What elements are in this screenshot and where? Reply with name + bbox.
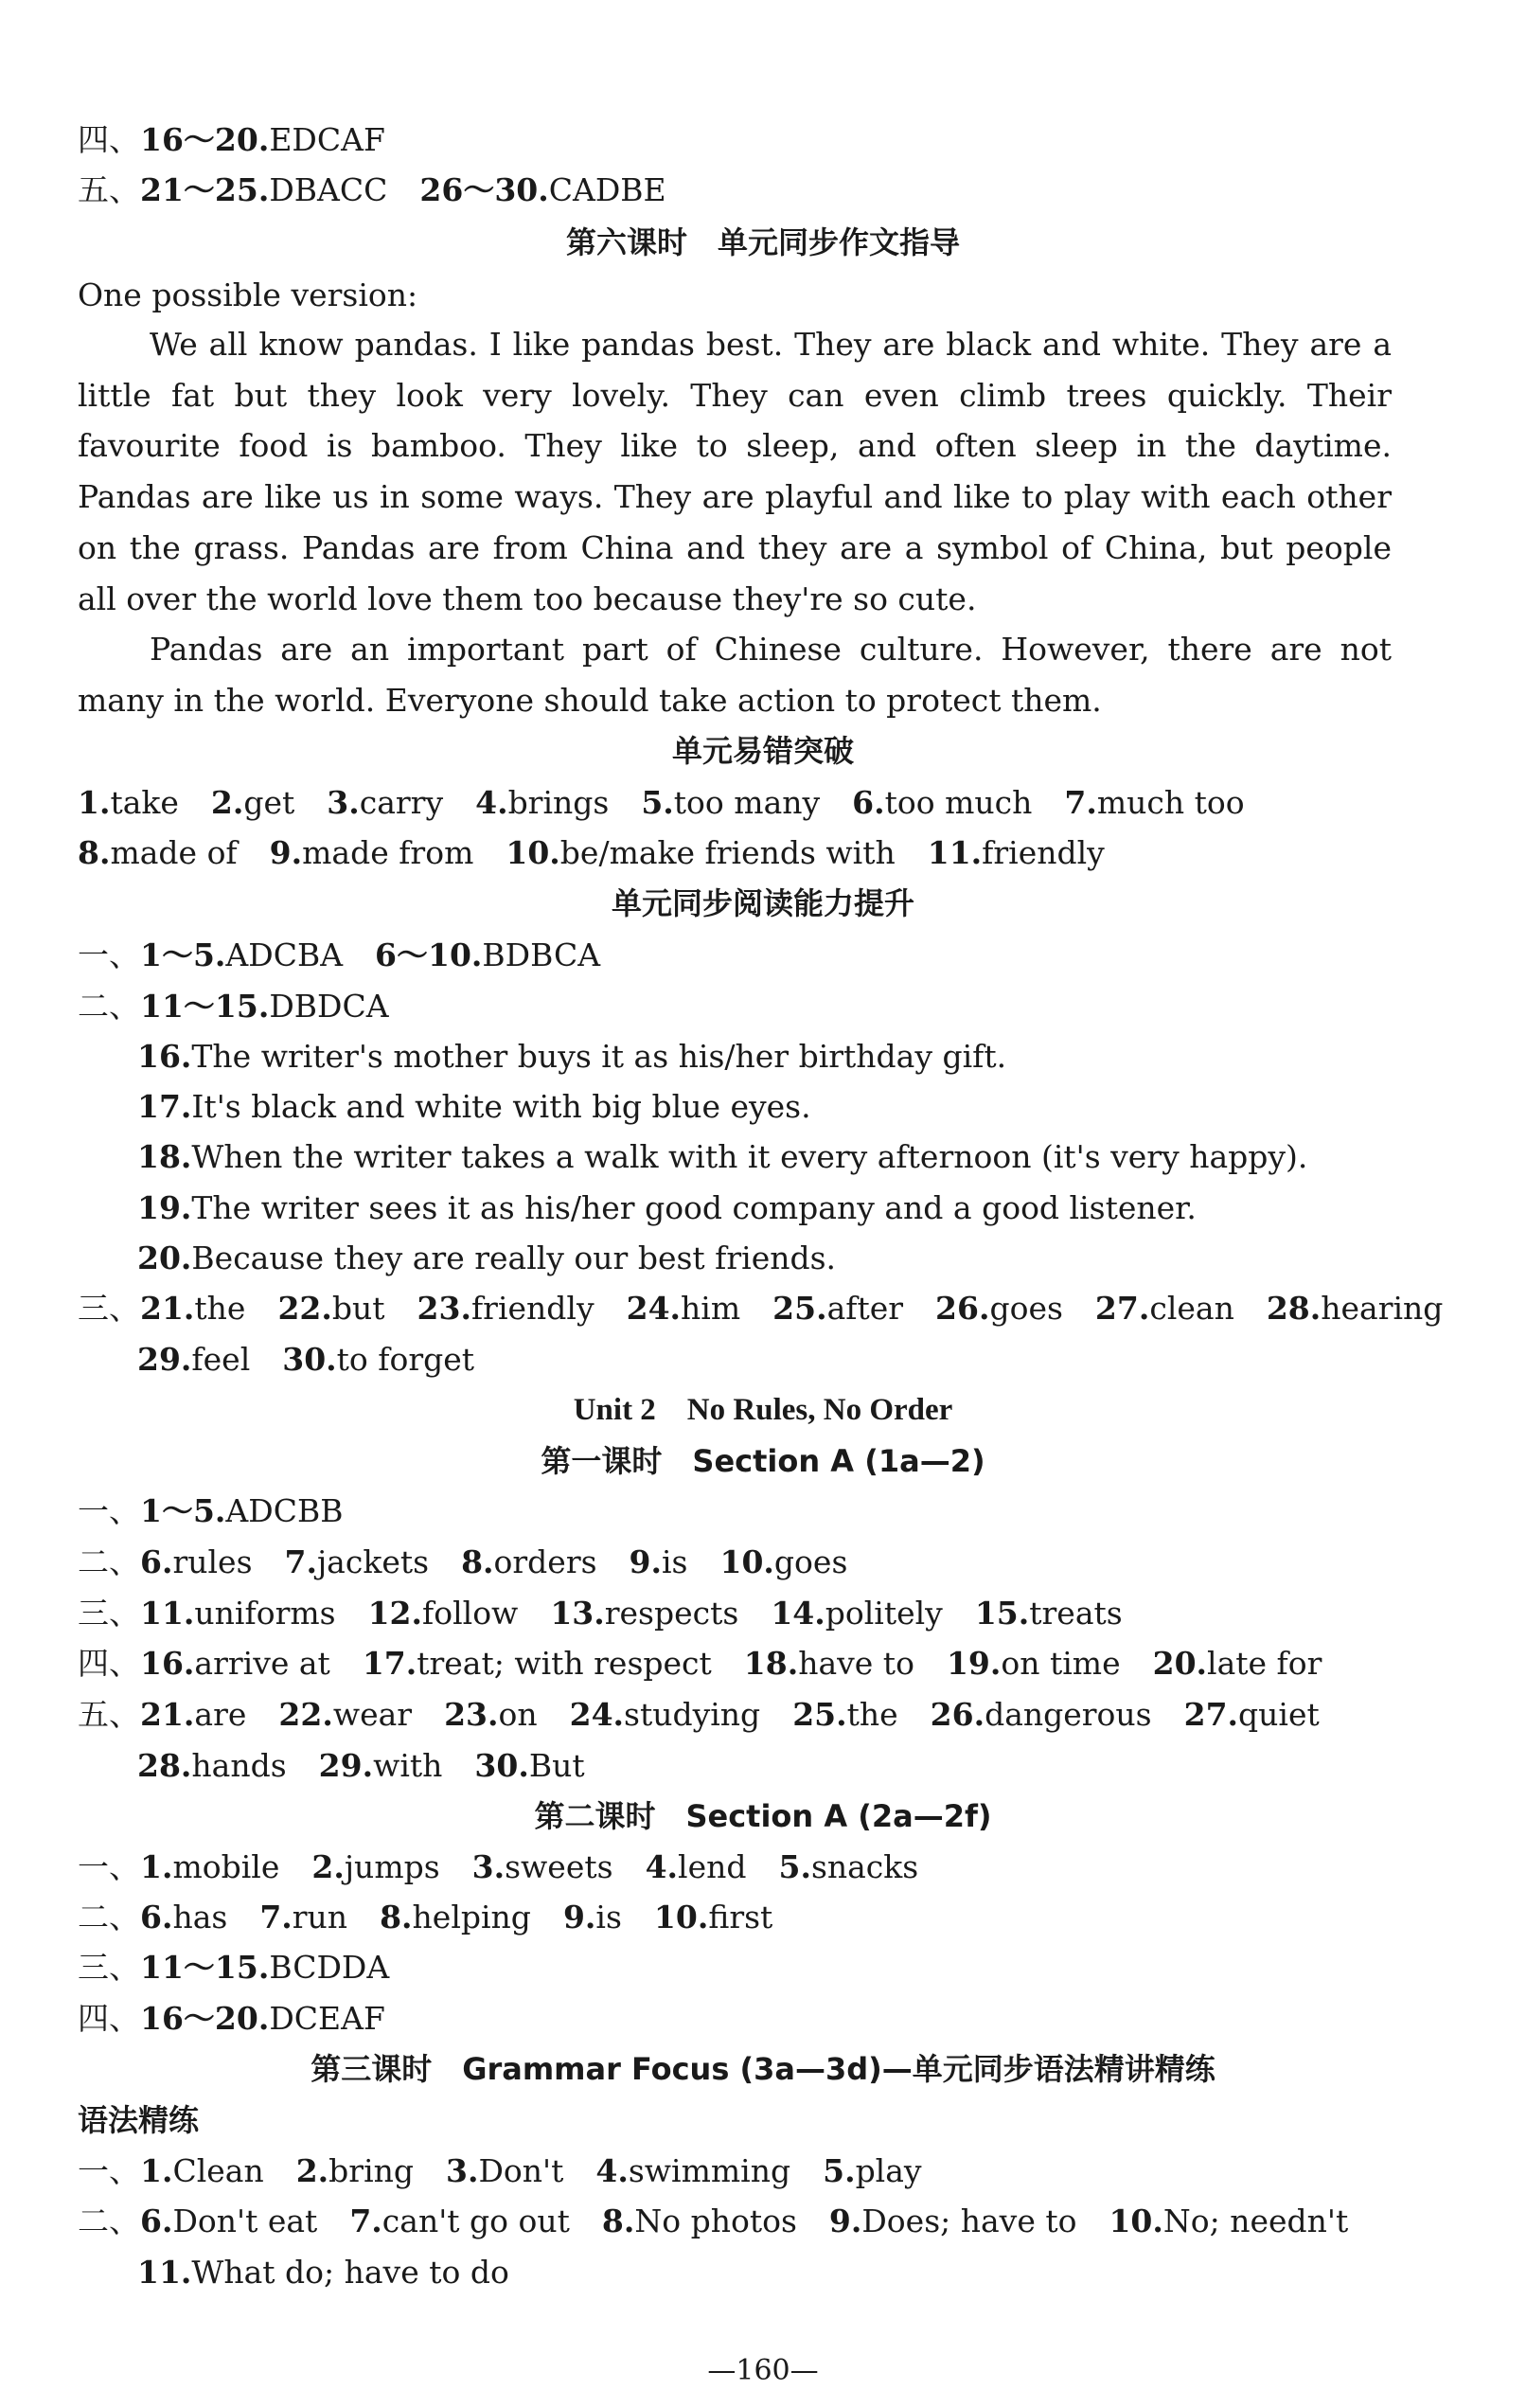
answer-line xyxy=(137,1741,1460,1793)
question-number: 20. xyxy=(1152,1645,1208,1682)
answer-item xyxy=(778,1848,918,1885)
question-number: 27. xyxy=(1183,1696,1239,1733)
answer-item xyxy=(140,1696,246,1733)
answer-text: uniforms xyxy=(194,1595,336,1632)
answer-item xyxy=(975,1595,1123,1632)
question-number: 16～20. xyxy=(140,121,270,158)
question-number: 16. xyxy=(137,1038,192,1075)
answer-item xyxy=(446,2152,563,2189)
question-number: 1. xyxy=(78,784,111,821)
page-number: —160— xyxy=(707,2354,819,2387)
question-number: 11. xyxy=(137,2254,192,2291)
answer-item xyxy=(349,2203,570,2239)
answer-text: has xyxy=(172,1899,228,1935)
lesson-title: 第一课时 Section A (1a—2) xyxy=(541,1443,985,1479)
question-number: 29. xyxy=(318,1747,374,1784)
answer-item xyxy=(137,1088,811,1125)
answer-item xyxy=(270,834,474,871)
answer-item xyxy=(277,1290,384,1327)
answer-item xyxy=(627,1290,741,1327)
answer-item xyxy=(140,1949,389,1986)
answer-text: studying xyxy=(624,1696,761,1733)
question-number: 3. xyxy=(446,2152,479,2189)
answer-text: lend xyxy=(678,1848,747,1885)
question-number: 18. xyxy=(743,1645,799,1682)
question-number: 13. xyxy=(550,1595,605,1632)
grammar-subheading: 语法精练 xyxy=(78,2102,200,2138)
answer-item xyxy=(140,2152,264,2189)
answer-item xyxy=(829,2203,1077,2239)
question-number: 23. xyxy=(444,1696,499,1733)
question-number: 2. xyxy=(311,1848,345,1885)
answer-item xyxy=(78,784,179,821)
essay-paragraph: We all know pandas. I like pandas best. They are black and white. They are a little fat but they look very lovely. They can even climb trees quickly. Their favourite food is bamboo. They like to sleep, and often sleep in the daytime. Pandas are like us in some ways. They are playful and like to play with each other on the grass. Pandas are from China and they are a symbol of China, but people all over the world love them too because they're so cute. xyxy=(78,326,1392,617)
essay-paragraph: Pandas are an important part of Chinese culture. However, there are not many in the world. Everyone should take action to protect them. xyxy=(78,631,1392,719)
answer-text: DBACC xyxy=(269,171,388,208)
answer-text: EDCAF xyxy=(269,121,385,158)
answer-item xyxy=(211,784,294,821)
unit-title: Unit 2 No Rules, No Order xyxy=(573,1393,953,1427)
answer-item xyxy=(1095,1290,1234,1327)
section-label: 二、 xyxy=(78,1899,140,1935)
question-number: 5. xyxy=(823,2152,856,2189)
answer-item xyxy=(630,1543,688,1580)
answer-item xyxy=(771,1595,943,1632)
question-number: 7. xyxy=(349,2203,382,2239)
answer-line xyxy=(78,1284,1460,1335)
answer-item xyxy=(140,1645,330,1682)
section-label: 一、 xyxy=(78,1848,140,1885)
answer-text: on time xyxy=(1001,1645,1121,1682)
answer-item xyxy=(137,1038,1006,1075)
answer-line xyxy=(78,1538,1460,1589)
answer-item xyxy=(444,1696,538,1733)
question-number: 5. xyxy=(778,1848,811,1885)
section-label: 四、 xyxy=(78,1645,140,1682)
answer-item xyxy=(140,1492,343,1529)
answer-text: run xyxy=(292,1899,348,1935)
answer-line xyxy=(78,2197,1460,2248)
answer-text: orders xyxy=(493,1543,597,1580)
answer-text: respects xyxy=(604,1595,739,1632)
question-number: 7. xyxy=(1064,784,1097,821)
answer-text: too many xyxy=(673,784,821,821)
answer-line xyxy=(78,2147,1460,2198)
question-number: 6. xyxy=(852,784,885,821)
section-label: 二、 xyxy=(78,1543,140,1580)
answer-text: goes xyxy=(989,1290,1063,1327)
answer-text: bring xyxy=(328,2152,415,2189)
lesson-title: 第二课时 Section A (2a—2f) xyxy=(534,1798,992,1834)
answer-line xyxy=(137,1133,1460,1184)
answer-text: ADCBA xyxy=(225,936,344,973)
answer-text: The writer's mother buys it as his/her birthday gift. xyxy=(191,1038,1007,1075)
answer-item xyxy=(823,2152,921,2189)
answer-text: BDBCA xyxy=(482,936,601,973)
section-heading: 单元易错突破 xyxy=(671,733,854,769)
answer-text: hands xyxy=(191,1747,287,1784)
answer-line xyxy=(137,2248,1460,2299)
answer-item xyxy=(140,1290,245,1327)
answer-text: arrive at xyxy=(194,1645,330,1682)
question-number: 28. xyxy=(1266,1290,1322,1327)
answer-line xyxy=(78,1690,1460,1741)
question-number: 21. xyxy=(140,1290,195,1327)
question-number: 10. xyxy=(506,834,560,871)
question-number: 25. xyxy=(792,1696,847,1733)
question-number: 15. xyxy=(974,1595,1030,1632)
answer-text: goes xyxy=(773,1543,848,1580)
question-number: 27. xyxy=(1094,1290,1150,1327)
question-number: 1. xyxy=(140,2152,173,2189)
answer-item xyxy=(947,1645,1121,1682)
answer-line xyxy=(137,1082,1460,1133)
answer-line xyxy=(137,1335,1460,1386)
answer-text: him xyxy=(681,1290,741,1327)
answer-text: first xyxy=(708,1899,773,1935)
answer-item xyxy=(744,1645,914,1682)
answer-text: be/make friends with xyxy=(559,834,896,871)
answer-item xyxy=(792,1696,897,1733)
answer-text: rules xyxy=(172,1543,253,1580)
answer-item xyxy=(931,1696,1152,1733)
answer-item xyxy=(563,1899,622,1935)
answer-line xyxy=(78,1943,1460,1994)
answer-text: is xyxy=(595,1899,622,1935)
answer-item xyxy=(319,1747,443,1784)
answer-line xyxy=(78,1589,1460,1640)
answer-text: made from xyxy=(302,834,474,871)
question-number: 21. xyxy=(140,1696,195,1733)
answer-text: friendly xyxy=(470,1290,594,1327)
question-number: 9. xyxy=(269,834,303,871)
answer-line xyxy=(137,1032,1460,1083)
answer-text: treat; with respect xyxy=(417,1645,712,1682)
question-number: 11. xyxy=(927,834,983,871)
question-number: 18. xyxy=(137,1138,192,1175)
section-label: 四、 xyxy=(78,121,140,158)
question-number: 16. xyxy=(140,1645,195,1682)
answer-item xyxy=(140,988,389,1025)
answer-text: made of xyxy=(110,834,238,871)
question-number: 30. xyxy=(474,1747,529,1784)
answer-item xyxy=(78,834,238,871)
answer-item xyxy=(654,1899,772,1935)
answer-text: DCEAF xyxy=(269,2000,385,2037)
question-number: 19. xyxy=(946,1645,1002,1682)
answer-item xyxy=(327,784,443,821)
answer-item xyxy=(595,2152,790,2189)
question-number: 6～10. xyxy=(375,936,483,973)
question-number: 22. xyxy=(278,1696,333,1733)
answer-item xyxy=(311,1848,439,1885)
question-number: 26. xyxy=(935,1290,990,1327)
answer-line xyxy=(78,1843,1460,1894)
answer-text: carry xyxy=(359,784,444,821)
answer-text: get xyxy=(243,784,295,821)
answer-text: politely xyxy=(825,1595,943,1632)
answer-text: is xyxy=(662,1543,688,1580)
answer-item xyxy=(140,936,343,973)
answer-text: BCDDA xyxy=(269,1949,390,1986)
answer-item xyxy=(137,1240,836,1276)
answer-text: When the writer takes a walk with it every afternoon (it's very happy). xyxy=(191,1138,1308,1175)
section-heading: 第六课时 单元同步作文指导 xyxy=(565,224,960,260)
answer-line xyxy=(78,778,1460,829)
answer-item xyxy=(137,1138,1307,1175)
answer-text: the xyxy=(846,1696,898,1733)
answer-item xyxy=(1153,1645,1322,1682)
section-label: 三、 xyxy=(78,1595,140,1632)
answer-text: helping xyxy=(412,1899,531,1935)
question-number: 9. xyxy=(629,1543,662,1580)
answer-text: The writer sees it as his/her good company and a good listener. xyxy=(191,1189,1197,1226)
section-label: 四、 xyxy=(78,2000,140,2037)
question-number: 17. xyxy=(362,1645,417,1682)
answer-text: wear xyxy=(332,1696,413,1733)
answer-text: can't go out xyxy=(382,2203,570,2239)
answer-text: Does; have to xyxy=(861,2203,1077,2239)
answer-item xyxy=(278,1696,412,1733)
answer-text: have to xyxy=(798,1645,914,1682)
answer-line xyxy=(78,829,1460,880)
answer-item xyxy=(720,1543,848,1580)
section-label: 一、 xyxy=(78,936,140,973)
question-number: 22. xyxy=(277,1290,332,1327)
answer-item xyxy=(935,1290,1063,1327)
section-label: 五、 xyxy=(78,171,140,208)
section-label: 二、 xyxy=(78,2203,140,2239)
answer-item xyxy=(259,1899,347,1935)
answer-item xyxy=(140,121,385,158)
answer-line xyxy=(78,982,1460,1033)
answer-text: the xyxy=(194,1290,246,1327)
answer-text: jackets xyxy=(316,1543,430,1580)
answer-item xyxy=(140,1848,279,1885)
answer-line xyxy=(137,1234,1460,1285)
answer-text: No; needn't xyxy=(1162,2203,1349,2239)
answer-item xyxy=(285,1543,430,1580)
answer-line xyxy=(78,116,1460,167)
answer-item xyxy=(1109,2203,1348,2239)
section-heading: 单元同步阅读能力提升 xyxy=(611,885,914,921)
answer-item xyxy=(140,1899,227,1935)
answer-item xyxy=(472,1848,613,1885)
answer-text: after xyxy=(826,1290,904,1327)
question-number: 9. xyxy=(562,1899,596,1935)
answer-text: late for xyxy=(1207,1645,1322,1682)
answer-item xyxy=(137,1341,250,1378)
section-label: 一、 xyxy=(78,2152,140,2189)
answer-text: What do; have to do xyxy=(191,2254,509,2291)
question-number: 7. xyxy=(259,1899,293,1935)
answer-text: jumps xyxy=(344,1848,440,1885)
question-number: 19. xyxy=(137,1189,192,1226)
question-number: 2. xyxy=(210,784,244,821)
question-number: 1～5. xyxy=(140,936,226,973)
question-number: 10. xyxy=(653,1899,709,1935)
question-number: 29. xyxy=(137,1341,192,1378)
question-number: 23. xyxy=(417,1290,471,1327)
answer-text: No photos xyxy=(634,2203,797,2239)
question-number: 10. xyxy=(1109,2203,1163,2239)
answer-text: But xyxy=(528,1747,585,1784)
answer-item xyxy=(368,1595,519,1632)
question-number: 24. xyxy=(626,1290,682,1327)
answer-item xyxy=(506,834,895,871)
answer-text: friendly xyxy=(982,834,1105,871)
answer-text: sweets xyxy=(505,1848,613,1885)
question-number: 11～15. xyxy=(140,1949,270,1986)
question-number: 30. xyxy=(282,1341,337,1378)
question-number: 24. xyxy=(569,1696,625,1733)
question-number: 12. xyxy=(367,1595,422,1632)
answer-text: CADBE xyxy=(548,171,666,208)
question-number: 8. xyxy=(380,1899,413,1935)
answer-item xyxy=(772,1290,903,1327)
question-number: 7. xyxy=(284,1543,317,1580)
answer-text: hearing xyxy=(1321,1290,1444,1327)
answer-item xyxy=(375,936,600,973)
answer-text: swimming xyxy=(628,2152,791,2189)
answer-line xyxy=(78,166,1460,217)
answer-item xyxy=(137,1189,1197,1226)
answer-line xyxy=(78,1893,1460,1944)
question-number: 9. xyxy=(828,2203,862,2239)
answer-item xyxy=(602,2203,797,2239)
question-number: 2. xyxy=(295,2152,329,2189)
answer-text: to forget xyxy=(336,1341,475,1378)
question-number: 6. xyxy=(140,1899,173,1935)
answer-line xyxy=(78,1639,1460,1690)
answer-text: on xyxy=(498,1696,538,1733)
answer-text: are xyxy=(194,1696,247,1733)
answer-item xyxy=(1064,784,1244,821)
answer-text: DBDCA xyxy=(269,988,389,1025)
answer-item xyxy=(852,784,1032,821)
answer-text: take xyxy=(110,784,179,821)
answer-text: quiet xyxy=(1238,1696,1320,1733)
answer-line xyxy=(137,1184,1460,1235)
answer-text: too much xyxy=(884,784,1033,821)
answer-item xyxy=(363,1645,712,1682)
question-number: 3. xyxy=(471,1848,506,1885)
answer-text: It's black and white with big blue eyes. xyxy=(191,1088,811,1125)
answer-line xyxy=(78,1994,1460,2045)
answer-item xyxy=(137,2254,509,2291)
question-number: 1. xyxy=(140,1848,173,1885)
question-number: 26. xyxy=(930,1696,985,1733)
answer-item xyxy=(296,2152,414,2189)
question-number: 6. xyxy=(140,1543,173,1580)
question-number: 8. xyxy=(601,2203,635,2239)
lesson-title: 第三课时 Grammar Focus (3a—3d)—单元同步语法精讲精练 xyxy=(311,2051,1215,2087)
question-number: 3. xyxy=(327,784,360,821)
answer-item xyxy=(641,784,820,821)
answer-item xyxy=(1184,1696,1320,1733)
answer-text: dangerous xyxy=(985,1696,1152,1733)
question-number: 14. xyxy=(771,1595,825,1632)
answer-text: brings xyxy=(507,784,610,821)
answer-text: play xyxy=(855,2152,922,2189)
answer-text: snacks xyxy=(810,1848,919,1885)
question-number: 10. xyxy=(719,1543,774,1580)
answer-item xyxy=(461,1543,596,1580)
answer-text: Clean xyxy=(172,2152,264,2189)
answer-item xyxy=(140,1543,253,1580)
question-number: 16～20. xyxy=(140,2000,270,2037)
question-number: 1～5. xyxy=(140,1492,226,1529)
answer-text: with xyxy=(373,1747,443,1784)
answer-item xyxy=(380,1899,531,1935)
answer-text: treats xyxy=(1029,1595,1123,1632)
answer-text: follow xyxy=(422,1595,519,1632)
answer-item xyxy=(646,1848,747,1885)
section-label: 五、 xyxy=(78,1696,140,1733)
version-label: One possible version: xyxy=(78,276,418,313)
question-number: 17. xyxy=(137,1088,192,1125)
question-number: 6. xyxy=(140,2203,173,2239)
section-label: 二、 xyxy=(78,988,140,1025)
question-number: 11～15. xyxy=(140,988,270,1025)
answer-text: but xyxy=(331,1290,385,1327)
answer-item xyxy=(417,1290,594,1327)
answer-line xyxy=(78,1487,1460,1538)
answer-text: mobile xyxy=(172,1848,280,1885)
answer-text: clean xyxy=(1149,1290,1234,1327)
question-number: 4. xyxy=(645,1848,679,1885)
answer-item xyxy=(474,1747,584,1784)
answer-item xyxy=(570,1696,761,1733)
question-number: 26～30. xyxy=(419,171,549,208)
answer-item xyxy=(140,171,387,208)
answer-text: ADCBB xyxy=(225,1492,344,1529)
question-number: 5. xyxy=(641,784,674,821)
question-number: 8. xyxy=(78,834,111,871)
answer-item xyxy=(419,171,665,208)
section-label: 一、 xyxy=(78,1492,140,1529)
section-label: 三、 xyxy=(78,1949,140,1986)
answer-item xyxy=(140,1595,336,1632)
question-number: 8. xyxy=(461,1543,494,1580)
answer-item xyxy=(475,784,609,821)
answer-text: much too xyxy=(1096,784,1245,821)
answer-text: Don't xyxy=(478,2152,564,2189)
answer-line xyxy=(78,931,1460,982)
answer-item xyxy=(928,834,1105,871)
question-number: 20. xyxy=(137,1240,192,1276)
answer-item xyxy=(282,1341,474,1378)
answer-item xyxy=(137,1747,287,1784)
answer-text: Because they are really our best friends. xyxy=(191,1240,837,1276)
question-number: 28. xyxy=(137,1747,192,1784)
answer-item xyxy=(1267,1290,1444,1327)
question-number: 21～25. xyxy=(140,171,270,208)
answer-item xyxy=(550,1595,738,1632)
question-number: 4. xyxy=(475,784,508,821)
answer-item xyxy=(140,2000,385,2037)
answer-text: feel xyxy=(191,1341,251,1378)
question-number: 25. xyxy=(772,1290,827,1327)
answer-item xyxy=(140,2203,317,2239)
section-label: 三、 xyxy=(78,1290,140,1327)
question-number: 11. xyxy=(140,1595,195,1632)
question-number: 4. xyxy=(595,2152,629,2189)
answer-text: Don't eat xyxy=(172,2203,318,2239)
